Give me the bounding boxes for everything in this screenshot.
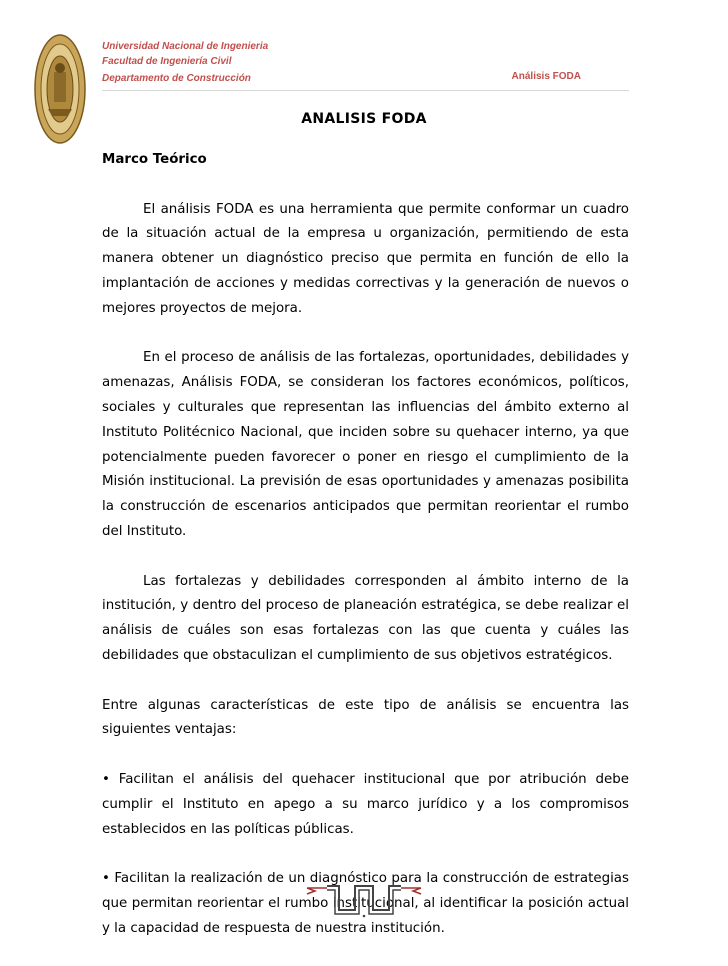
university-name: Universidad Nacional de Ingenieria: [102, 41, 269, 52]
paragraph-4: Entre algunas características de este tipo de análisis se encuentra las siguientes ventajas:: [102, 697, 629, 738]
paragraph-3: Las fortalezas y debilidades corresponden al ámbito interno de la institución, y dentro del proceso de planeación estratégica, se debe realizar el análisis de cuáles son esas fortalezas con las que cuenta y cuáles las debilidades que obstaculizan el cumplimiento de sus objetivos estratégicos.: [102, 573, 629, 663]
university-seal-logo: [34, 34, 86, 144]
document-label: Análisis FODA: [511, 71, 581, 82]
footer-ornament-icon: [305, 880, 423, 920]
document-body: [102, 148, 629, 966]
paragraph-1: El análisis FODA es una herramienta que permite conformar un cuadro de la situación actual de la empresa u organización, permitiendo de esta manera obtener un diagnóstico preciso que permita en función de ello la implantación de acciones y medidas correctivas y la generación de nuevos o mejores proyectos de mejora.: [102, 201, 629, 316]
section-heading: Marco Teórico: [102, 152, 207, 167]
bullet-advantage-2: • Facilitan la realización de un diagnóstico para la construcción de estrategias que permitan reorientar el rumbo institucional, al identificar la posición actual y la capacidad de respuesta de nuestra institución.: [102, 871, 629, 936]
paragraph-2: En el proceso de análisis de las fortalezas, oportunidades, debilidades y amenazas, Análisis FODA, se consideran los factores económicos, políticos, sociales y culturales que representan las influencias del ámbito externo al Instituto Politécnico Nacional, que inciden sobre su quehacer interno, ya que potencialmente pueden favorecer o poner en riesgo el cumplimiento de la Misión institucional. La previsión de esas oportunidades y amenazas posibilita la construcción de escenarios anticipados que permitan reorientar el rumbo del Instituto.: [102, 350, 629, 539]
page-header: [102, 40, 629, 91]
faculty-name: Facultad de Ingeniería Civil: [102, 56, 232, 67]
document-title: ANALISIS FODA: [301, 111, 427, 127]
department-name: Departamento de Construcción: [102, 73, 251, 84]
bullet-advantage-1: • Facilitan el análisis del quehacer institucional que por atribución debe cumplir el Instituto en apego a su marco jurídico y a los compromisos establecidos en las políticas públicas.: [102, 771, 629, 837]
